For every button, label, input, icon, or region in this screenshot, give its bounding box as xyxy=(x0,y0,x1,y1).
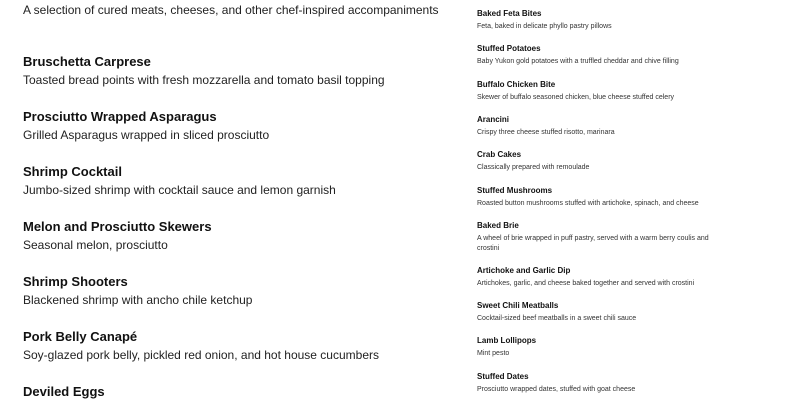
menu-item-deviled-eggs xyxy=(23,383,443,400)
menu-item-name: Arancini xyxy=(477,115,510,124)
menu-item-arancini xyxy=(477,115,777,138)
menu-item-prosciutto-asparagus xyxy=(23,108,443,143)
menu-item-charcuterie xyxy=(23,2,443,18)
menu-item-name: Buffalo Chicken Bite xyxy=(477,80,556,89)
menu-item-stuffed-dates xyxy=(477,372,777,395)
menu-item-name: Shrimp Cocktail xyxy=(23,164,122,179)
menu-item-name: Prosciutto Wrapped Asparagus xyxy=(23,109,217,124)
menu-item-name: Baked Feta Bites xyxy=(477,9,542,18)
menu-item-description: Mint pesto xyxy=(477,350,510,357)
menu-item-baked-brie xyxy=(477,221,777,254)
menu-item-artichoke-dip xyxy=(477,266,777,289)
menu-item-name: Bruschetta Carprese xyxy=(23,54,151,69)
menu-item-bruschetta xyxy=(23,53,443,88)
menu-item-name: Deviled Eggs xyxy=(23,384,105,399)
menu-item-shrimp-shooters xyxy=(23,273,443,308)
menu-item-name: Crab Cakes xyxy=(477,150,522,159)
menu-item-description: Jumbo-sized shrimp with cocktail sauce and lemon garnish xyxy=(23,183,336,197)
menu-item-sweet-chili-meatballs xyxy=(477,301,777,324)
menu-item-name: Sweet Chili Meatballs xyxy=(477,301,559,310)
menu-item-name: Pork Belly Canapé xyxy=(23,329,138,344)
menu-item-melon-skewers xyxy=(23,218,443,253)
menu-item-shrimp-cocktail xyxy=(23,163,443,198)
menu-item-description: Skewer of buffalo seasoned chicken, blue cheese stuffed celery xyxy=(477,94,675,101)
menu-item-description: Toasted bread points with fresh mozzarella and tomato basil topping xyxy=(23,73,385,87)
menu-item-buffalo-chicken xyxy=(477,80,777,103)
menu-item-name: Stuffed Dates xyxy=(477,372,529,381)
menu-item-description: Prosciutto wrapped dates, stuffed with goat cheese xyxy=(477,386,636,393)
menu-item-pork-belly xyxy=(23,328,443,363)
menu-item-crab-cakes xyxy=(477,150,777,173)
menu-item-description: A selection of cured meats, cheeses, and other chef-inspired accompaniments xyxy=(23,3,439,17)
menu-item-description: Feta, baked in delicate phyllo pastry pillows xyxy=(477,23,612,30)
menu-item-name: Stuffed Potatoes xyxy=(477,44,541,53)
menu-item-name: Artichoke and Garlic Dip xyxy=(477,266,571,275)
menu-item-name: Melon and Prosciutto Skewers xyxy=(23,219,212,234)
menu-item-description: Baby Yukon gold potatoes with a truffled cheddar and chive filling xyxy=(477,58,679,65)
menu-item-lamb-lollipops xyxy=(477,336,777,359)
menu-item-stuffed-mushrooms xyxy=(477,186,777,209)
menu-item-description: Roasted button mushrooms stuffed with artichoke, spinach, and cheese xyxy=(477,200,699,207)
menu-item-description: Artichokes, garlic, and cheese baked together and served with crostini xyxy=(477,280,695,287)
menu-item-description: Crispy three cheese stuffed risotto, marinara xyxy=(477,129,615,136)
menu-item-name: Lamb Lollipops xyxy=(477,336,537,345)
menu-item-description: Soy-glazed pork belly, pickled red onion, and hot house cucumbers xyxy=(23,348,379,362)
menu-item-name: Baked Brie xyxy=(477,221,519,230)
menu-item-description: Grilled Asparagus wrapped in sliced prosciutto xyxy=(23,128,270,142)
menu-item-description: Blackened shrimp with ancho chile ketchup xyxy=(23,293,253,307)
menu-item-description: A wheel of brie wrapped in puff pastry, served with a warm berry coulis and crostini xyxy=(477,235,709,252)
menu-item-stuffed-potatoes xyxy=(477,44,777,67)
menu-item-description: Cocktail-sized beef meatballs in a sweet chili sauce xyxy=(477,315,637,322)
menu-item-description: Seasonal melon, prosciutto xyxy=(23,238,168,252)
menu-item-baked-feta xyxy=(477,9,777,32)
menu-item-name: Stuffed Mushrooms xyxy=(477,186,553,195)
menu-item-name: Shrimp Shooters xyxy=(23,274,128,289)
menu-item-description: Classically prepared with remoulade xyxy=(477,164,590,171)
